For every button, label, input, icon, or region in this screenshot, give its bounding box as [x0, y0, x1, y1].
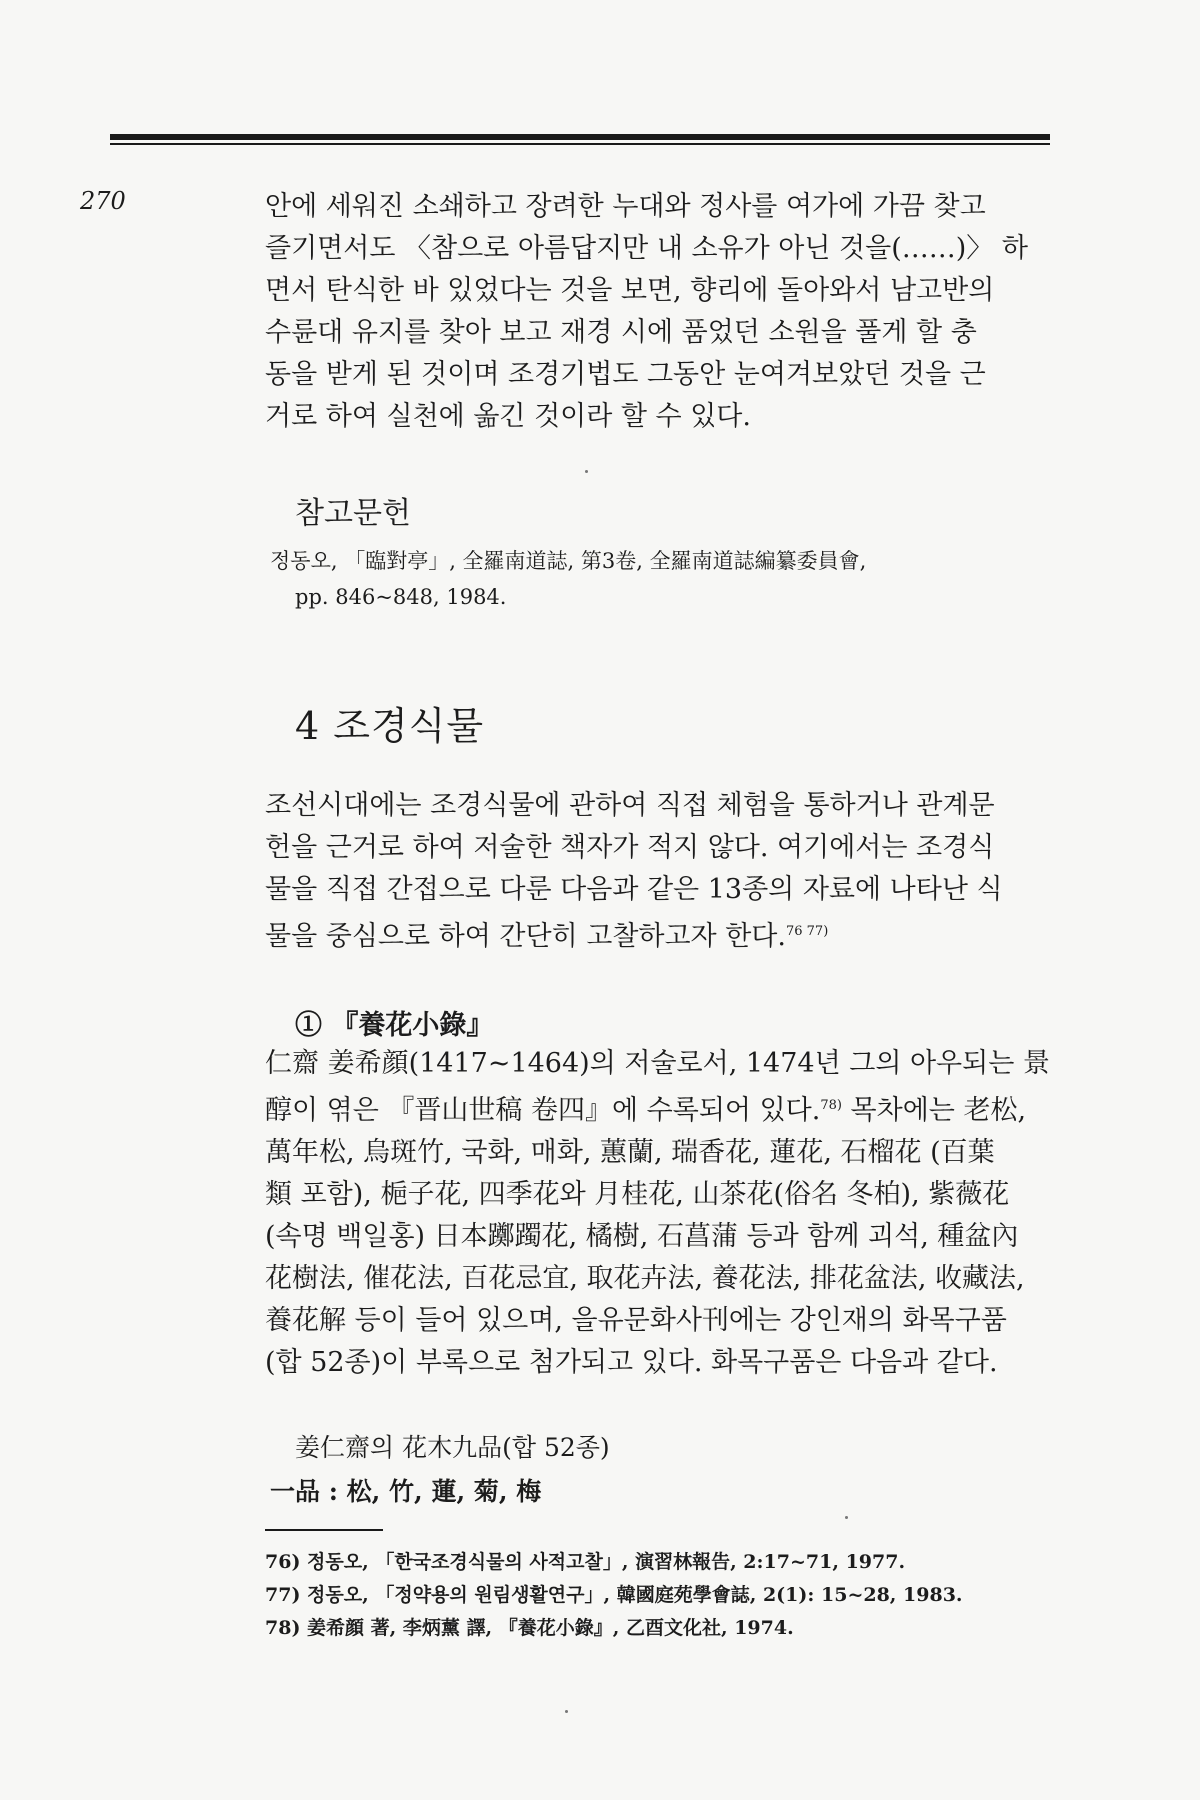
text-line: 花樹法, 催花法, 百花忌宜, 取花卉法, 養花法, 排花盆法, 收藏法, [265, 1263, 1025, 1294]
text-line: 즐기면서도 〈참으로 아름답지만 내 소유가 아닌 것을(……)〉 하 [265, 233, 1028, 264]
scan-speck [585, 470, 588, 473]
text-line: 안에 세워진 소쇄하고 장려한 누대와 정사를 여가에 가끔 찾고 [265, 191, 986, 222]
text-line [265, 1085, 1035, 1132]
text-line: 물을 직접 간접으로 다룬 다음과 같은 13종의 자료에 나타난 식 [265, 874, 1003, 905]
reference-entry-line1: 정동오, 「臨對亭」, 全羅南道誌, 第3卷, 全羅南道誌編纂委員會, [270, 549, 867, 573]
text-line: 거로 하여 실천에 옮긴 것이라 할 수 있다. [265, 401, 751, 432]
text-line-part: 醇이 엮은 『晋山世稿 卷四』에 수록되어 있다. [265, 1095, 821, 1126]
page-number: 270 [80, 187, 126, 215]
reference-entry-line2: pp. 846~848, 1984. [295, 585, 507, 609]
table-title: 姜仁齋의 花木九品(합 52종) [295, 1433, 610, 1462]
text-line: 조선시대에는 조경식물에 관하여 직접 체험을 통하거나 관계문 [265, 790, 995, 821]
text-line: 養花解 등이 들어 있으며, 을유문화사刊에는 강인재의 화목구품 [265, 1305, 1007, 1336]
footnote-rule [265, 1529, 383, 1531]
references-heading: 참고문헌 [295, 496, 411, 531]
text-line-end: 물을 중심으로 하여 간단히 고찰하고자 한다. [265, 921, 786, 952]
scan-speck [565, 1710, 568, 1713]
text-line: 萬年松, 烏斑竹, 국화, 매화, 蕙蘭, 瑞香花, 蓮花, 石榴花 (百葉 [265, 1137, 995, 1168]
text-line: 수륜대 유지를 찾아 보고 재경 시에 품었던 소원을 풀게 할 충 [265, 317, 977, 348]
header-rule-thick [110, 134, 1050, 140]
text-line: 仁齋 姜希顔(1417~1464)의 저술로서, 1474년 그의 아우되는 景 [265, 1048, 1050, 1079]
text-line: 類 포함), 梔子花, 四季花와 月桂花, 山茶花(俗名 冬柏), 紫薇花 [265, 1179, 1010, 1210]
text-line [265, 911, 1035, 958]
footnote-76: 76) 정동오, 「한국조경식물의 사적고찰」, 演習林報告, 2:17~71, 1977. [265, 1551, 906, 1573]
text-line: 동을 받게 된 것이며 조경기법도 그동안 눈여겨보았던 것을 근 [265, 359, 986, 390]
header-rule-thin [110, 143, 1050, 145]
text-line: (속명 백일홍) 日本躑躅花, 橘樹, 石菖蒲 등과 함께 괴석, 種盆內 [265, 1221, 1019, 1252]
footnote-ref: 76 77) [785, 924, 829, 939]
section-heading: 4 조경식물 [295, 704, 485, 748]
text-line: (합 52종)이 부록으로 첨가되고 있다. 화목구품은 다음과 같다. [265, 1347, 998, 1378]
footnote-77: 77) 정동오, 「정약용의 원림생활연구」, 韓國庭苑學會誌, 2(1): 15~28, 1983. [265, 1584, 963, 1606]
text-line: 헌을 근거로 하여 저술한 책자가 적지 않다. 여기에서는 조경식 [265, 832, 995, 863]
scan-speck [845, 1516, 848, 1519]
text-line: 면서 탄식한 바 있었다는 것을 보면, 향리에 돌아와서 남고반의 [265, 275, 995, 306]
footnote-ref: 78) [820, 1098, 842, 1113]
footnote-78: 78) 姜希顔 著, 李炳薰 譯, 『養花小錄』, 乙酉文化社, 1974. [265, 1617, 794, 1639]
text-line-part: 목차에는 老松, [841, 1095, 1027, 1126]
item-heading: ① 『養花小錄』 [295, 1010, 494, 1041]
table-row: 一品 : 松, 竹, 蓮, 菊, 梅 [270, 1477, 542, 1506]
section-paragraph [265, 785, 1035, 958]
intro-paragraph [265, 186, 1035, 438]
item-paragraph [265, 1043, 1050, 1384]
